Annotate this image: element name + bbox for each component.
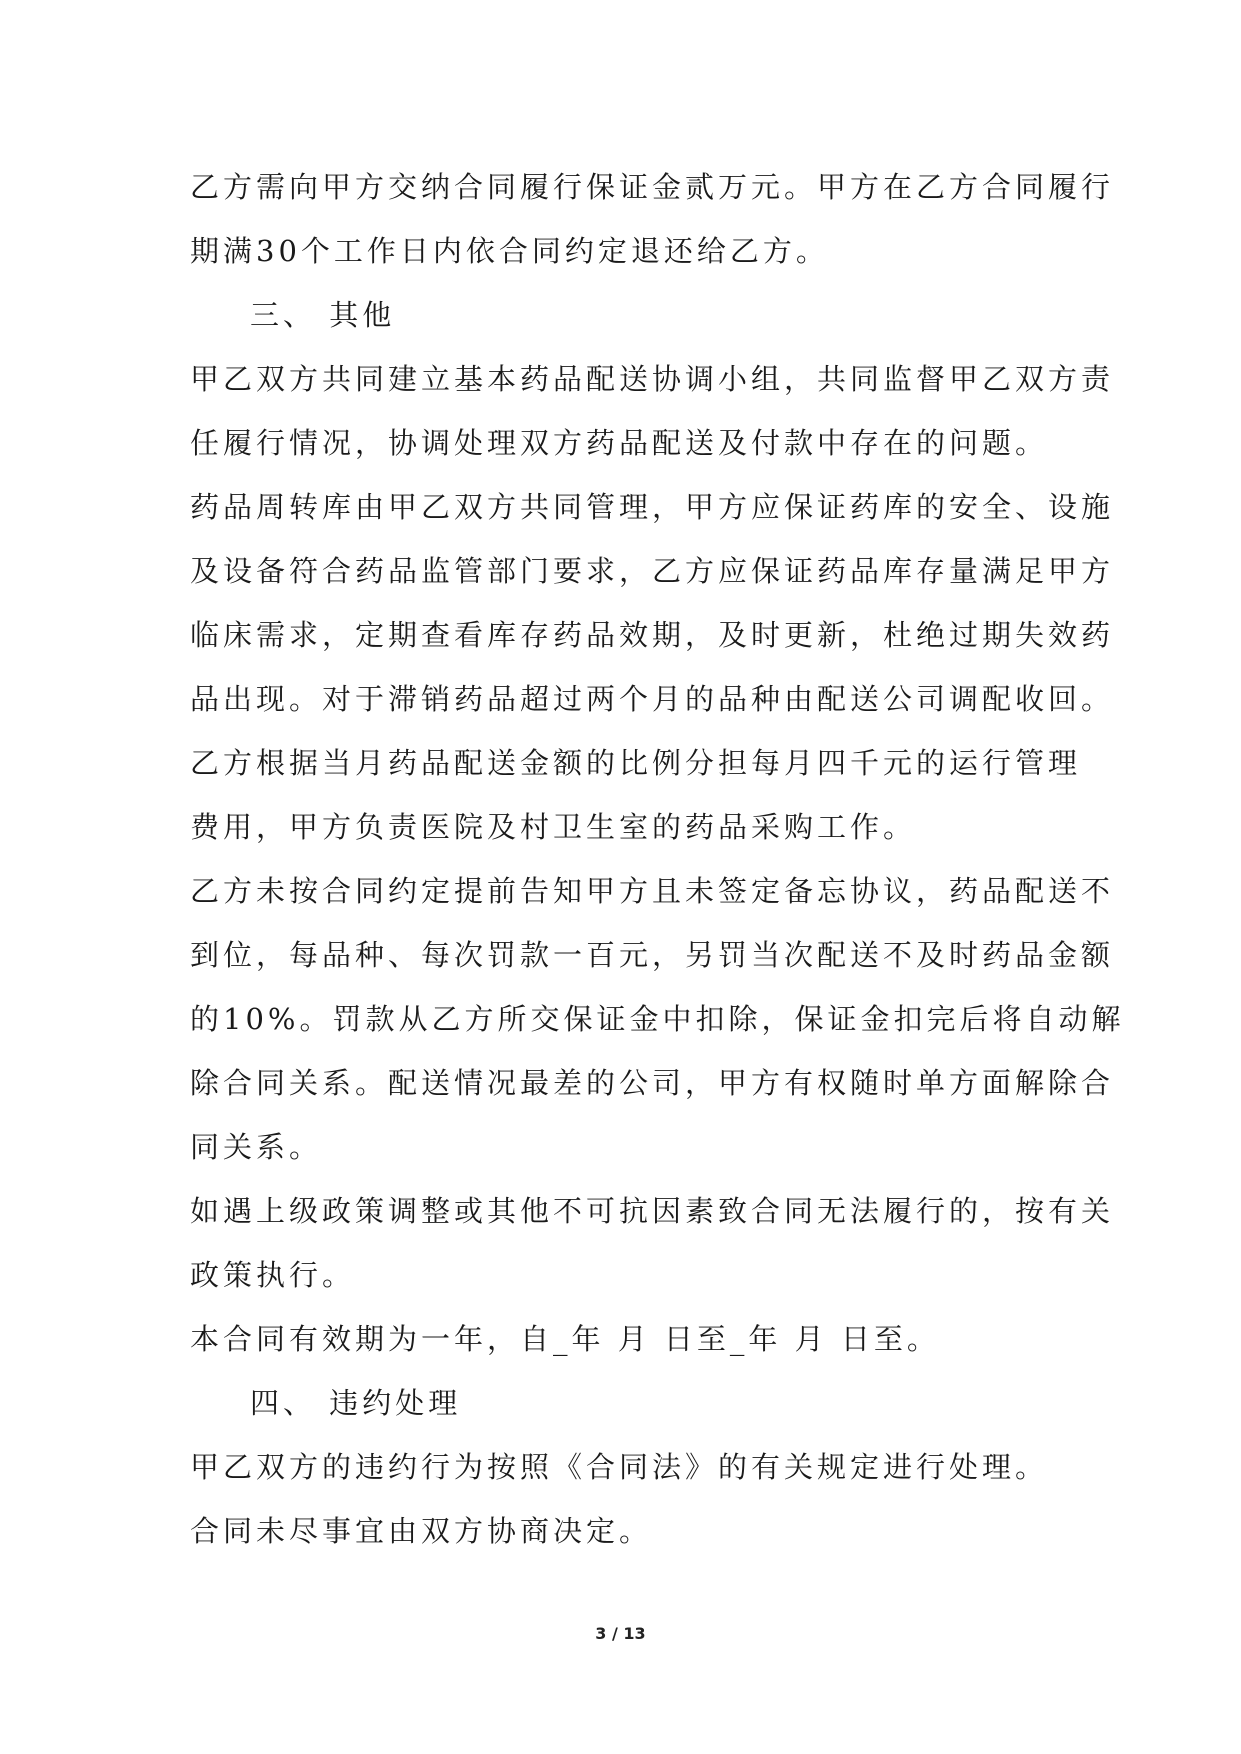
body-line: 除合同关系。配送情况最差的公司，甲方有权随时单方面解除合 [190,1066,1115,1100]
body-line: 甲乙双方的违约行为按照《合同法》的有关规定进行处理。 [190,1450,1049,1484]
body-line: 乙方需向甲方交纳合同履行保证金贰万元。甲方在乙方合同履行 [190,170,1115,204]
body-line: 乙方根据当月药品配送金额的比例分担每月四千元的运行管理 [190,746,1082,780]
body-line: 到位，每品种、每次罚款一百元，另罚当次配送不及时药品金额 [190,938,1115,972]
document-body [190,155,1125,1563]
section-heading-breach: 四、 违约处理 [250,1386,462,1420]
body-line: 任履行情况，协调处理双方药品配送及付款中存在的问题。 [190,426,1049,460]
body-line: 品出现。对于滞销药品超过两个月的品种由配送公司调配收回。 [190,682,1115,716]
body-line: 费用，甲方负责医院及村卫生室的药品采购工作。 [190,810,917,844]
body-line: 临床需求，定期查看库存药品效期，及时更新，杜绝过期失效药 [190,618,1115,652]
body-line: 本合同有效期为一年，自_年 月 日至_年 月 日至。 [190,1322,940,1356]
body-line: 政策执行。 [190,1258,356,1292]
body-line: 同关系。 [190,1130,323,1164]
body-line: 甲乙双方共同建立基本药品配送协调小组，共同监督甲乙双方责 [190,362,1115,396]
page-number: 3 / 13 [595,1624,646,1643]
body-line: 及设备符合药品监管部门要求，乙方应保证药品库存量满足甲方 [190,554,1115,588]
body-line: 期满30个工作日内依合同约定退还给乙方。 [190,234,829,268]
section-heading-other: 三、 其他 [250,298,396,332]
body-line: 药品周转库由甲乙双方共同管理，甲方应保证药库的安全、设施 [190,490,1115,524]
body-line: 乙方未按合同约定提前告知甲方且未签定备忘协议，药品配送不 [190,874,1115,908]
body-line: 合同未尽事宜由双方协商决定。 [190,1514,653,1548]
body-line: 的10%。罚款从乙方所交保证金中扣除，保证金扣完后将自动解 [190,1002,1125,1036]
body-line: 如遇上级政策调整或其他不可抗因素致合同无法履行的，按有关 [190,1194,1115,1228]
